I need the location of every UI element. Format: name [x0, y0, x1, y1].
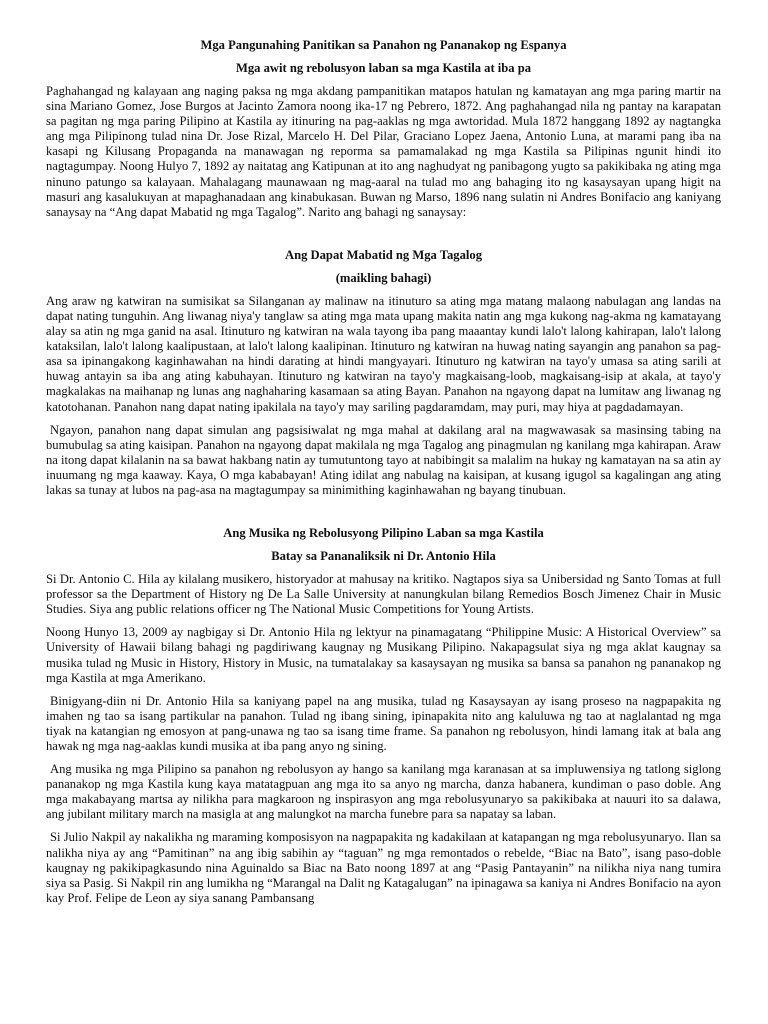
section-spacer	[46, 228, 721, 248]
paragraph: Si Julio Nakpil ay nakalikha ng maraming komposisyon na nagpapakita ng kadakilaan at katapangan ng mga rebolusyunaryo. Ilan sa nalikha niya ay ang “Pamitinan” na ang ibig sabihin ay “taguan” ng mga remontados o rebelde, “Biac na Bato”, isang paso-doble kaugnay ng pakikipagkasundo nina Aguinaldo sa Biac na Bato noong 1897 at ang “Pasig Pantayanin” na nilikha niya nang tumira siya sa Pasig. Si Nakpil rin ang lumikha ng “Marangal na Dalit ng Katagalugan” na ipinagawa sa kaniya ni Andres Bonifacio na ayon kay Prof. Felipe de Leon ay siya sanang Pambansang	[46, 830, 721, 905]
section-subtitle: Mga awit ng rebolusyon laban sa mga Kastila at iba pa	[235, 61, 532, 75]
paragraph: Paghahangad ng kalayaan ang naging paksa ng mga akdang pampanitikan matapos hatulan ng kamatayan ang mga paring martir na sina Mariano Gomez, Jose Burgos at Jacinto Zamora noong ika-17 ng Pebrero, 1872. Ang paghahangad nila ng pantay na karapatan sa pagitan ng mga paring Pilipino at Kastila ay itinuring na pag-aaklas ng mga awtoridad. Mula 1872 hanggang 1892 ay nagtangka ang mga Pilipinong tulad nina Dr. Jose Rizal, Marcelo H. Del Pilar, Graciano Lopez Jaena, Antonio Luna, at marami pang iba na kasapi ng Kilusang Propaganda na manawagan ng reporma sa pamamalakad ng mga Kastila sa Pilipinas ngunit hindi ito nagtagumpay. Noong Hulyo 7, 1892 ay naitatag ang Katipunan at ito ang naghudyat ng panibagong yugto sa pakikibaka ng ating mga ninuno patungo sa kalayaan. Mahalagang maunawaan ng mag-aaral na tulad mo ang bahaging ito ng kasaysayan upang higit na masuri ang kasalukuyan at mapaghanadaan ang kinabukasan. Buwan ng Marso, 1896 nang sulatin ni Andres Bonifacio ang kaniyang sanaysay na “Ang dapat Mabatid ng mga Tagalog”. Narito ang bahagi ng sanaysay:	[46, 84, 721, 219]
section-title: Mga Pangunahing Panitikan sa Panahon ng Pananakop ng Espanya	[200, 38, 567, 52]
paragraph: Si Dr. Antonio C. Hila ay kilalang musikero, historyador at mahusay na kritiko. Nagtapos siya sa Unibersidad ng Santo Tomas at full professor sa the Department of History ng De La Salle University at nanungkulan bilang Remedios Bosch Jimenez Chair in Music Studies. Siya ang public relations officer ng The National Music Competitions for Young Artists.	[46, 572, 721, 617]
paragraph: Noong Hunyo 13, 2009 ay nagbigay si Dr. Antonio Hila ng lektyur na pinamagatang “Philippine Music: A Historical Overview” sa University of Hawaii bilang bahagi ng pagdiriwang kaugnay ng Musikang Pilipino. Nakapagsulat siya ng mga aklat kaugnay sa musika tulad ng Music in History, History in Music, na tumatalakay sa kasaysayan ng musika sa bansa sa panahon ng pananakop ng mga Kastila at mga Amerikano.	[46, 625, 721, 685]
paragraph: Ang araw ng katwiran na sumisikat sa Silanganan ay malinaw na itinuturo sa ating mga matang malaong nabulagan ang landas na dapat nating tunguhin. Ang liwanag niya'y tanglaw sa ating mga mata upang makita natin ang mga kukong nag-akma ng kamatayang alay sa atin ng mga ganid na asal. Itinuturo ng katwiran na wala tayong iba pang maaantay kundi lalo't lalong kahirapan, lalo't lalong kataksilan, lalo't lalong kaalipustaan, at lalo't lalong kaalipinan. Itinuturo ng katwiran na huwag nating sayangin ang panahon sa pag-asa sa ipinangakong kaginhawahan na hindi darating at hindi mangyayari. Itinuturo ng katwiran na tayo'y umasa sa ating sarili at huwag antayin sa iba ang ating kabuhayan. Itinuturo ng katwiran na tayo'y magkaisang-loob, magkaisang-isip at akala, at tayo'y magkalakas na maihanap ng lunas ang naghaharing kasamaan sa ating Bayan. Panahon na ngayong dapat na lumitaw ang liwanag ng katotohanan. Panahon nang dapat nating ipakilala na tayo'y may sariling pagdaramdam, may puri, may hiya at pagdadamayan.	[46, 293, 721, 414]
paragraph: Binigyang-diin ni Dr. Antonio Hila sa kaniyang papel na ang musika, tulad ng Kasaysayan ay isang proseso na nagpapakita ng imahen ng tao sa isang partikular na panahon. Tulad ng ibang sining, ipinapakita nito ang kaluluwa ng tao at naglalantad ng mga tiyak na katangian ng emosyon at pang-unawa ng tao sa isang time frame. Sa panahon ng rebolusyon, hindi lamang itak at bala ang hawak ng mga nag-aaklas kundi musika at iba pang anyo ng sining.	[46, 693, 721, 753]
paragraph: Ngayon, panahon nang dapat simulan ang pagsisiwalat ng mga mahal at dakilang aral na magwawasak sa masinsing tabing na bumubulag sa ating kaisipan. Panahon na ngayong dapat makilala ng mga Tagalog ang pinagmulan ng kanilang mga kahirapan. Araw na itong dapat kilalanin na sa bawat hakbang natin ay tumutuntong tayo at nabibingit sa malalim na hukay ng kamatayan na sa atin ay inuumang ng mga kaaway. Kaya, O mga kababayan! Ating idilat ang nabulag na kaisipan, at kusang igugol sa kagalingan ang ating lakas sa tunay at lubos na pag-asa na magtagumpay sa minimithing kaginhawahan ng bayang tinubuan.	[46, 422, 721, 497]
section-title: Ang Musika ng Rebolusyong Pilipino Laban sa mga Kastila	[223, 526, 544, 541]
section-subtitle: Batay sa Pananaliksik ni Dr. Antonio Hila	[271, 549, 496, 564]
paragraph: Ang musika ng mga Pilipino sa panahon ng rebolusyon ay hango sa kanilang mga karanasan at sa impluwensiya ng tatlong siglong pananakop ng mga Kastila kung kaya matatagpuan ang mga ito sa anyo ng marcha, danza habanera, kundiman o paso doble. Ang mga makabayang martsa ay nilikha para magkaroon ng inspirasyon ang mga rebolusyunaryo sa pakikibaka at nauuri ito sa dalawa, ang jubilant military march na masigla at ang malungkot na marcha funebre para sa napatay sa laban.	[46, 762, 721, 822]
essay-title: Ang Dapat Mabatid ng Mga Tagalog	[285, 247, 482, 262]
section-spacer	[46, 506, 721, 526]
essay-subtitle: (maikling bahagi)	[335, 270, 432, 285]
